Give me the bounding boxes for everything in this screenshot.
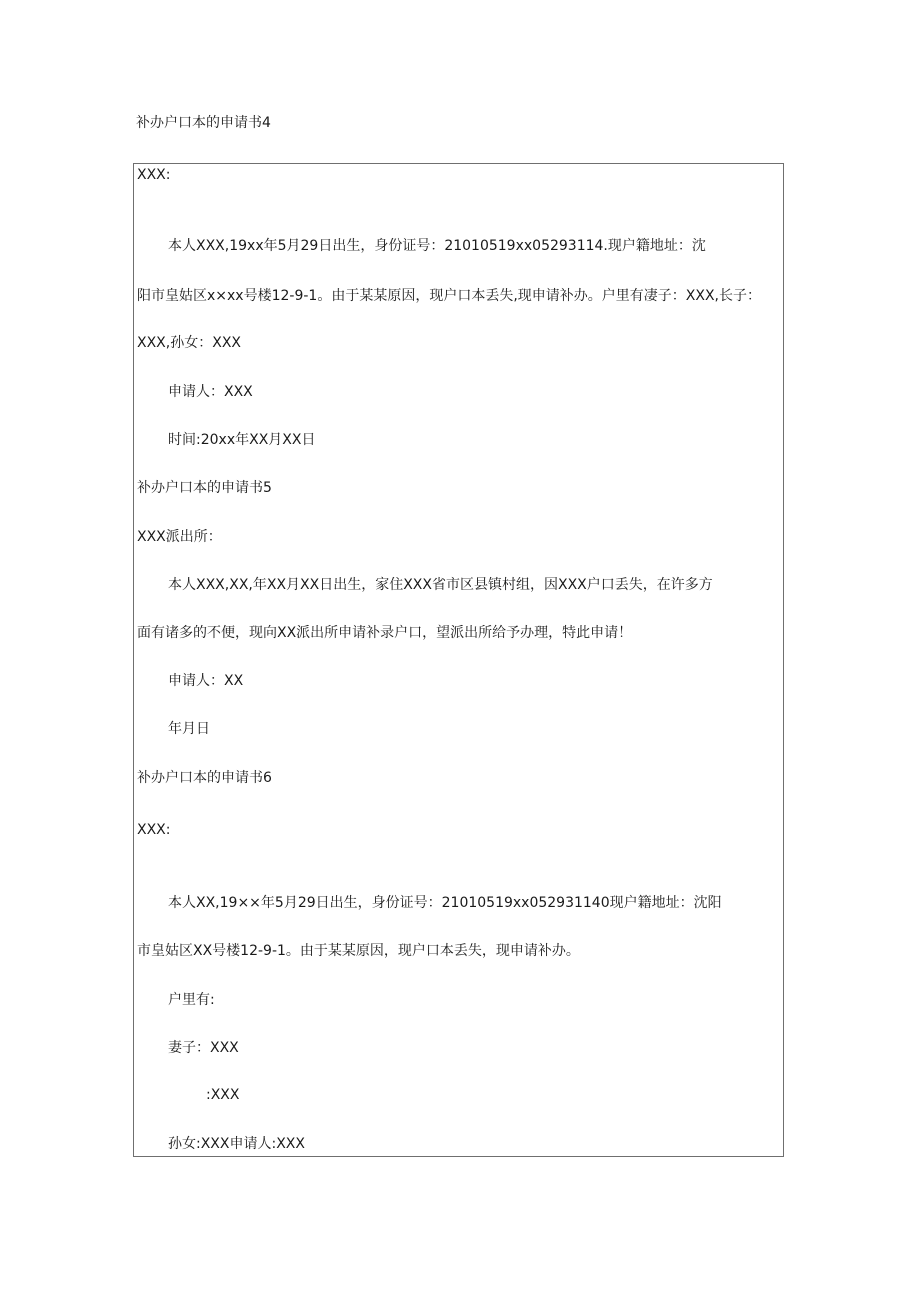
paragraph-line: 本人XX,19××年5月29日出生，身份证号：21010519xx052931140现户籍地址：沈阳 — [168, 895, 722, 911]
paragraph-line: 本人XXX,19xx年5月29日出生，身份证号：21010519xx05293114.现户籍地址：沈 — [168, 238, 706, 254]
household-member: 孙女:XXX申请人:XXX — [168, 1136, 305, 1152]
applicant-line: 申请人：XXX — [168, 384, 253, 400]
date-line: 年月日 — [168, 721, 210, 737]
paragraph-line: 本人XXX,XX,年XX月XX日出生，家住XXX省市区县镇村组，因XXX户口丢失，在许多方 — [168, 577, 713, 593]
section-heading: 补办户口本的申请书5 — [137, 480, 272, 496]
section-heading: 补办户口本的申请书6 — [137, 770, 272, 786]
household-member: :XXX — [206, 1087, 240, 1103]
household-label: 户里有: — [168, 992, 215, 1008]
document-body-frame — [133, 163, 784, 1157]
date-line: 时间:20xx年XX月XX日 — [168, 432, 316, 448]
salutation: XXX: — [137, 167, 171, 183]
salutation: XXX: — [137, 822, 171, 838]
paragraph-line: XXX,孙女：XXX — [137, 335, 241, 351]
salutation: XXX派出所： — [137, 529, 222, 545]
paragraph-line: 阳市皇姑区x×xx号楼12-9-1。由于某某原因，现户口本丢失,现申请补办。户里有凄子：XXX,长子： — [137, 288, 761, 304]
applicant-line: 申请人：XX — [168, 673, 244, 689]
paragraph-line: 面有诸多的不便，现向XX派出所申请补录户口，望派出所给予办理，特此申请！ — [137, 625, 633, 641]
paragraph-line: 市皇姑区XX号楼12-9-1。由于某某原因，现户口本丢失，现申请补办。 — [137, 943, 580, 959]
household-member: 妻子：XXX — [168, 1040, 239, 1056]
document-title: 补办户口本的申请书4 — [136, 115, 271, 131]
